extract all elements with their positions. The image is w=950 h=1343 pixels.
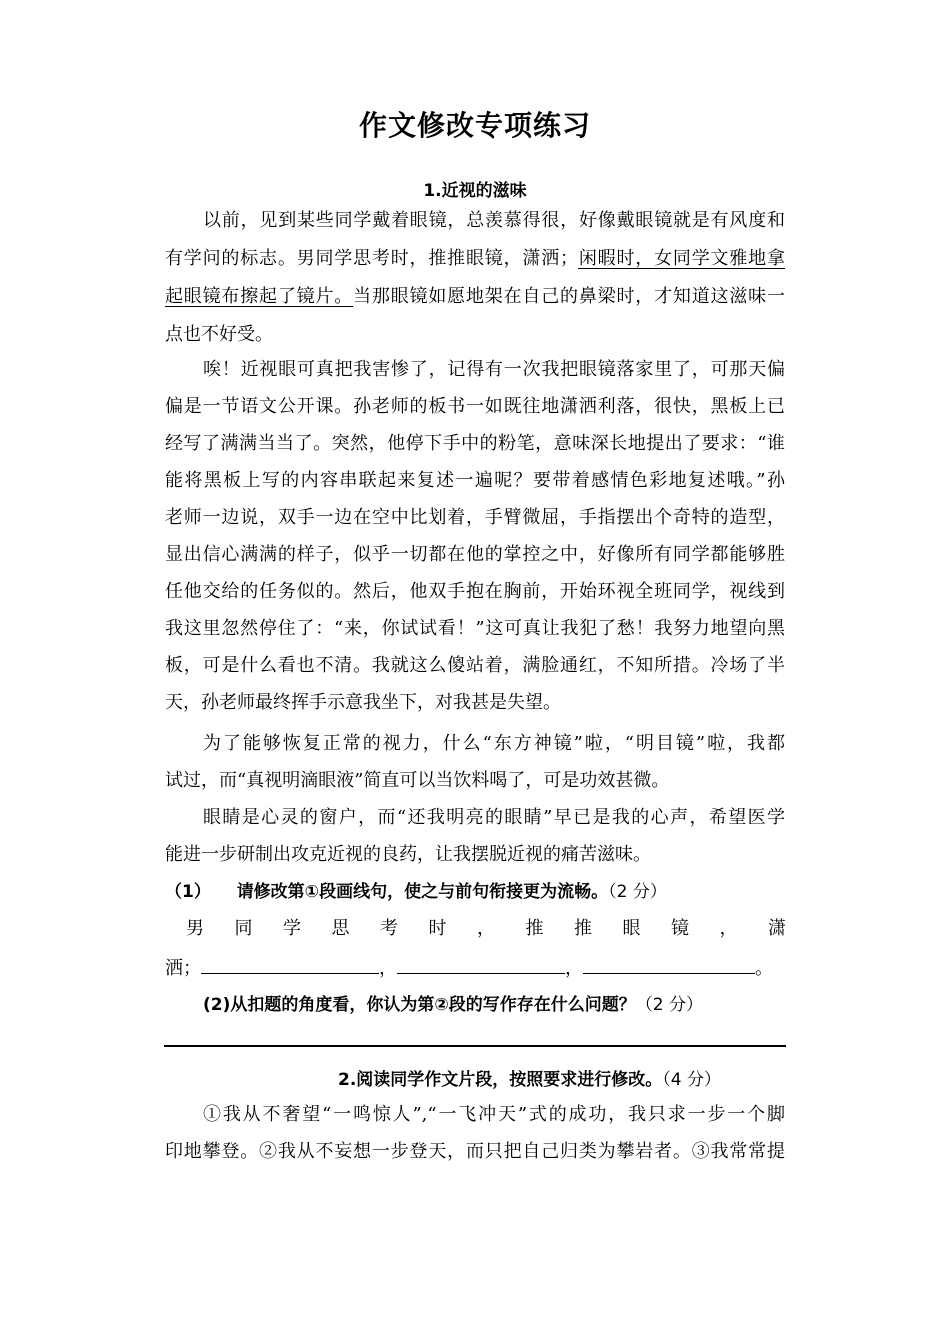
fill-char: 时 (428, 918, 447, 939)
section-2-score: （4 分） (662, 1070, 722, 1090)
para2-line: 板，可是什么看也不清。我就这么傻站着，满脸通红，不知所措。冷场了半 (165, 655, 785, 676)
section-2-heading (338, 1068, 721, 1092)
fill-char: 潇 (768, 918, 786, 939)
answer-blank-3[interactable] (583, 957, 755, 974)
fill-char: 思 (331, 918, 350, 939)
fill-char: ， (719, 918, 738, 939)
answer-fill-line2 (165, 957, 773, 981)
fill-char: 同 (234, 918, 253, 939)
question-2 (203, 993, 703, 1017)
para2-line: 我这里忽然停住了：“来，你试试看！”这可真让我犯了愁！我努力地望向黑 (165, 618, 785, 639)
question-2-text: (2)从扣题的角度看，你认为第②段的写作存在什么问题？ (203, 995, 636, 1015)
para1-line3 (165, 285, 785, 309)
para1-line2-text: 有学问的标志。男同学思考时，推推眼镜，潇洒； (165, 248, 579, 269)
para3-line: 试过，而“真视明滴眼液”简直可以当饮料喝了，可是功效甚微。 (165, 770, 670, 791)
document-title: 作文修改专项练习 (358, 109, 591, 142)
blank-end: 。 (755, 958, 773, 979)
fill-char: 推 (574, 918, 592, 939)
para2-line: 任他交给的任务似的。然后，他双手抱在胸前，开始环视全班同学，视线到 (165, 581, 785, 602)
question-1-text: 请修改第①段画线句，使之与前句衔接更为流畅。 (236, 882, 609, 902)
answer-fill-line1 (186, 917, 786, 941)
section-1-heading: 1.近视的滋味 (423, 181, 527, 201)
section-2-heading-text: 2.阅读同学作文片段，按照要求进行修改。 (338, 1070, 663, 1090)
para1-line2 (165, 247, 785, 271)
answer-line[interactable] (164, 1045, 786, 1047)
underlined-sentence-part2: 起眼镜布擦起了镜片。 (165, 286, 354, 307)
fill-char: 学 (283, 918, 301, 939)
para4-line: 能进一步研制出攻克近视的良药，让我摆脱近视的痛苦滋味。 (165, 844, 651, 865)
answer-blank-1[interactable] (201, 957, 379, 974)
para2-line: 显出信心满满的样子，似乎一切都在他的掌控之中，好像所有同学都能够胜 (165, 544, 785, 565)
para3-line: 为了能够恢复正常的视力，什么“东方神镜”啦，“明目镜”啦，我都 (203, 733, 785, 754)
question-1 (165, 880, 667, 904)
fill-start: 洒； (165, 958, 201, 979)
para1-line3-text: 当那眼镜如愿地架在自己的鼻梁时，才知道这滋味一 (353, 286, 785, 307)
para2-line: 老师一边说，双手一边在空中比划着，手臂微屈，手指摆出个奇特的造型， (165, 507, 785, 528)
para1-line1: 以前，见到某些同学戴着眼镜，总羡慕得很，好像戴眼镜就是有风度和 (203, 210, 785, 231)
para2-line: 偏是一节语文公开课。孙老师的板书一如既往地潇洒利落，很快，黑板上已 (165, 396, 785, 417)
fill-char: 推 (525, 918, 544, 939)
answer-blank-2[interactable] (397, 957, 565, 974)
para4-line: 眼睛是心灵的窗户，而“还我明亮的眼睛”早已是我的心声，希望医学 (203, 807, 785, 828)
para2-line: 天，孙老师最终挥手示意我坐下，对我甚是失望。 (165, 692, 561, 713)
section-2-line: ①我从不奢望“一鸣惊人”,“一飞冲天”式的成功，我只求一步一个脚 (203, 1104, 785, 1125)
fill-char: 男 (186, 918, 204, 939)
para2-line: 唉！近视眼可真把我害惨了，记得有一次我把眼镜落家里了，可那天偏 (203, 359, 785, 380)
para2-line: 能将黑板上写的内容串联起来复述一遍呢？要带着感情色彩地复述哦。”孙 (165, 470, 785, 491)
fill-char: ， (477, 918, 495, 939)
fill-char: 考 (380, 918, 398, 939)
blank-separator: ， (379, 958, 397, 979)
question-1-score: （2 分） (608, 882, 667, 902)
fill-char: 眼 (622, 918, 641, 939)
section-2-line: 印地攀登。②我从不妄想一步登天，而只把自己归类为攀岩者。③我常常提 (165, 1141, 785, 1162)
blank-separator: ， (565, 958, 583, 979)
question-1-number: （1） (165, 882, 211, 902)
question-2-score: （2 分） (635, 995, 703, 1015)
fill-char: 镜 (671, 918, 689, 939)
para1-line4: 点也不好受。 (165, 324, 273, 345)
para2-line: 经写了满满当当了。突然，他停下手中的粉笔，意味深长地提出了要求：“谁 (165, 433, 785, 454)
underlined-sentence-part1: 闲暇时，女同学文雅地拿 (578, 248, 785, 269)
